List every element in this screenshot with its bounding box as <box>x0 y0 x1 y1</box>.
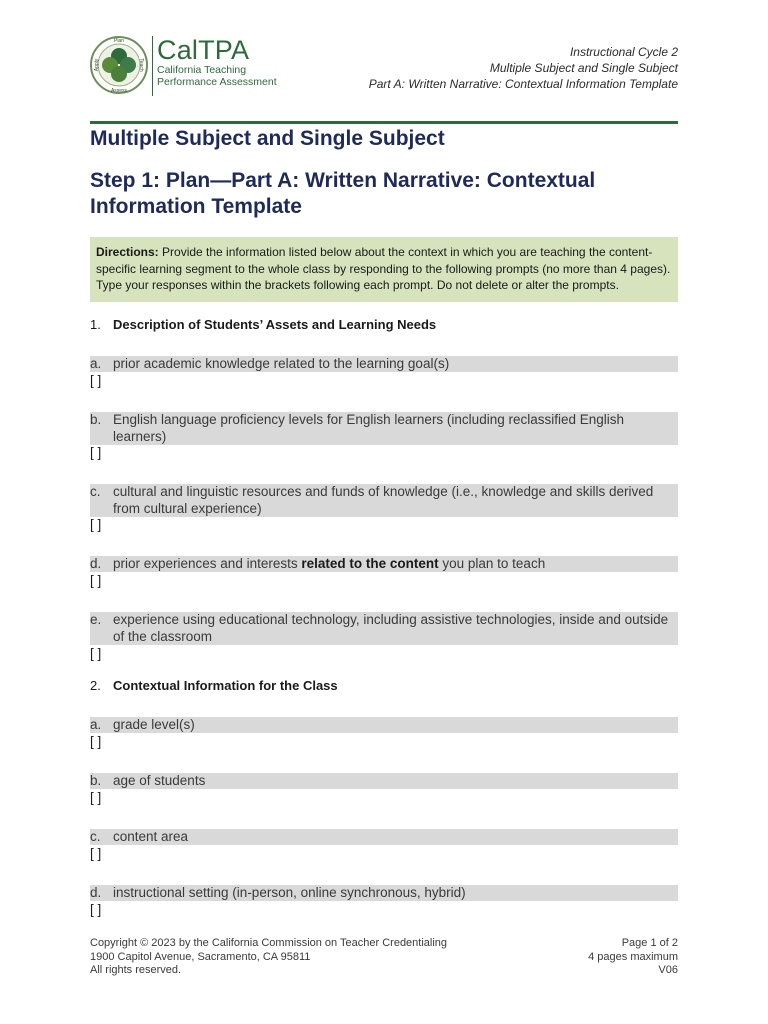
step-title: Step 1: Plan—Part A: Written Narrative: Contextual Information Template <box>90 169 596 218</box>
prompt-2c <box>90 829 678 845</box>
brand-block <box>152 36 277 96</box>
brand-sub-1: California Teaching <box>157 64 247 76</box>
section-2-heading <box>90 678 338 693</box>
prompt-text: English language proficiency levels for English learners (including reclassified English learners) <box>113 412 625 444</box>
prompt-letter: a. <box>90 356 102 371</box>
prompt-letter: c. <box>90 829 101 844</box>
page-number: Page 1 of 2 <box>621 937 678 949</box>
prompt-1c <box>90 484 678 517</box>
footer-page-info <box>588 937 678 978</box>
section-title: Contextual Information for the Class <box>113 678 338 693</box>
footer-copyright <box>90 937 447 978</box>
prompt-text-part: prior experiences and interests <box>113 556 302 571</box>
response-field-1a[interactable]: [ ] <box>90 373 102 388</box>
prompt-text: cultural and linguistic resources and funds of knowledge (i.e., knowledge and skills derived from cultural experience) <box>113 484 654 516</box>
version: V06 <box>658 964 678 976</box>
prompt-text-emphasis: related to the content <box>301 556 439 571</box>
caltpa-seal-icon <box>90 34 148 96</box>
prompt-letter: b. <box>90 773 102 788</box>
response-field-2d[interactable]: [ ] <box>90 902 102 917</box>
header-info <box>369 44 678 92</box>
prompt-text: prior academic knowledge related to the learning goal(s) <box>113 356 450 371</box>
directions-text: Provide the information listed below about the context in which you are teaching the content-specific learning segment to the whole class by responding to the following prompts (no more than 4 pages). Type your responses within the brackets following each prompt. Do not delete or alter the prompts. <box>96 245 671 292</box>
directions-box <box>90 237 678 302</box>
prompt-letter: a. <box>90 717 102 732</box>
prompt-2a <box>90 717 678 733</box>
response-field-2c[interactable]: [ ] <box>90 846 102 861</box>
seal-right-text: Teach <box>138 58 144 72</box>
header-line-3: Part A: Written Narrative: Contextual Information Template <box>368 77 678 91</box>
prompt-text: experience using educational technology, including assistive technologies, inside and outside of the classroom <box>113 612 669 644</box>
response-field-1b[interactable]: [ ] <box>90 445 102 460</box>
brand-sub-2: Performance Assessment <box>157 76 277 88</box>
response-field-2a[interactable]: [ ] <box>90 734 102 749</box>
address-line: 1900 Capitol Avenue, Sacramento, CA 95811 <box>90 950 311 963</box>
prompt-letter: e. <box>90 612 102 627</box>
section-1-heading <box>90 317 436 332</box>
caltpa-logo <box>90 34 280 98</box>
prompt-1b <box>90 412 678 445</box>
prompt-1d <box>90 556 678 572</box>
prompt-2d <box>90 885 678 901</box>
seal-left-text: Apply <box>94 58 100 72</box>
response-field-1e[interactable]: [ ] <box>90 646 102 661</box>
prompt-text-part: you plan to teach <box>438 556 546 571</box>
prompt-letter: b. <box>90 412 102 427</box>
response-field-2b[interactable]: [ ] <box>90 790 102 805</box>
prompt-text: content area <box>113 829 189 844</box>
prompt-text: instructional setting (in-person, online synchronous, hybrid) <box>113 885 466 900</box>
seal-top-text: Plan <box>113 38 125 44</box>
prompt-text: grade level(s) <box>113 717 195 732</box>
prompt-letter: c. <box>90 484 101 499</box>
prompt-1a <box>90 356 678 372</box>
copyright-line: Copyright © 2023 by the California Commission on Teacher Credentialing <box>90 937 448 949</box>
header-line-2: Multiple Subject and Single Subject <box>489 61 678 75</box>
prompt-letter: d. <box>90 885 102 900</box>
directions-label: Directions: <box>96 245 159 259</box>
response-field-1d[interactable]: [ ] <box>90 573 102 588</box>
prompt-letter: d. <box>90 556 102 571</box>
page-header <box>90 34 678 98</box>
page-limit: 4 pages maximum <box>588 950 678 963</box>
response-field-1c[interactable]: [ ] <box>90 517 102 532</box>
prompt-1e <box>90 612 678 645</box>
brand-name: CalTPA <box>157 35 250 65</box>
document-title: Multiple Subject and Single Subject <box>90 127 445 150</box>
prompt-text: age of students <box>113 773 206 788</box>
rights-line: All rights reserved. <box>90 964 182 976</box>
section-number: 2. <box>90 678 101 693</box>
header-line-1: Instructional Cycle 2 <box>569 45 678 59</box>
header-divider <box>90 121 678 124</box>
section-title: Description of Students’ Assets and Learning Needs <box>113 317 437 332</box>
prompt-2b <box>90 773 678 789</box>
section-number: 1. <box>90 317 101 332</box>
seal-bottom-text: Assess <box>110 88 128 94</box>
prompt-text <box>113 556 678 573</box>
